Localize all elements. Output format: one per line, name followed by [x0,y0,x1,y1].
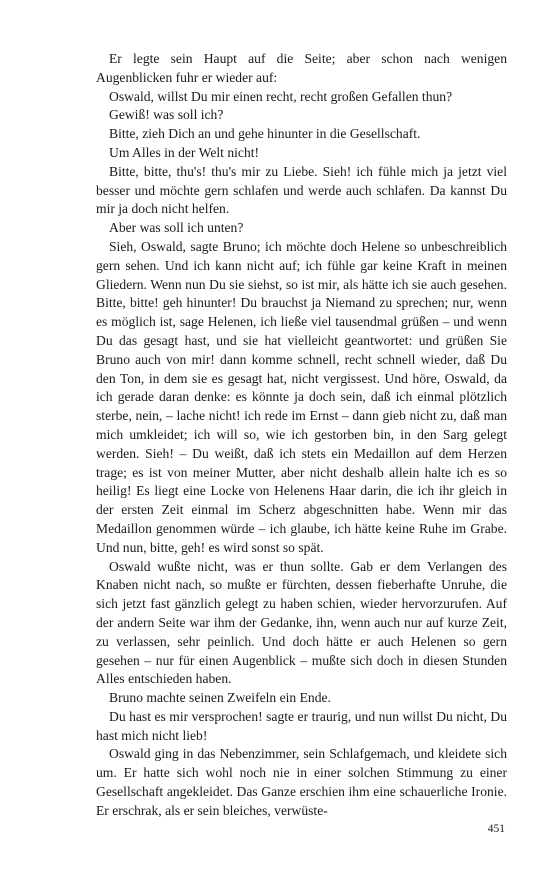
paragraph: Bruno machte seinen Zweifeln ein Ende. [109,690,331,706]
paragraph: Er legte sein Haupt auf die Seite; aber schon nach wenigen Augenblicken fuhr er wieder auf: [96,51,507,85]
paragraph: Gewiß! was soll ich? [109,107,224,123]
paragraph: Aber was soll ich unten? [109,220,244,236]
paragraph: Um Alles in der Welt nicht! [109,144,260,160]
paragraph: Oswald wußte nicht, was er thun sollte. Gab er dem Verlangen des Knaben nicht nach, so mußte er fürchten, dessen fieberhafte Unruhe, die sich jetzt fast gänzlich gelegt zu haben schien, wieder hervorzurufen. Auf der andern Seite war ihm der Gedanke, ihn, wenn auch nur auf kurze Zeit, zu verlassen, sehr peinlich. Und doch hätte er auch Helenen so gern gesehen – nur für einen Augenblick – mußte sich doch in diesen Stunden Alles entschieden haben. [96,558,507,687]
paragraph: Oswald ging in das Nebenzimmer, sein Schlafgemach, und kleidete sich um. Er hatte sich wohl noch nie in einer solchen Stimmung zu einer Gesellschaft angekleidet. Das Ganze erschien ihm eine schauerliche Ironie. Er erschrak, als er sein bleiches, verwüste- [96,746,507,818]
paragraph: Sieh, Oswald, sagte Bruno; ich möchte doch Helene so unbeschreiblich gern sehen. Und ich kann nicht auf; ich fühle gar keine Kraft in meinen Gliedern. Wenn nun Du sie siehst, so ist mir, als hätte ich sie auch gesehen. Bitte, bitte! geh hinunter! Du brauchst ja Niemand zu sprechen; nur, wenn es möglich ist, sage Helenen, ich ließe viel tausendmal grüßen – und wenn Du das gesagt hast, und sie hat vielleicht geantwortet: und grüßen Sie Bruno auch von mir! dann komme schnell, recht schnell wieder, daß Du den Ton, in dem sie es gesagt hat, nicht vergissest. Und höre, Oswald, da ich gerade daran denke: es könnte ja doch sein, daß ich einmal plötzlich sterbe, nein, – lache nicht! ich rede im Ernst – dann gieb nicht zu, daß man mich umkleidet; ich will so, wie ich gestorben bin, in den Sarg gelegt werden. Sieh! – Du weißt, daß ich stets ein Medaillon auf dem Herzen trage; es ist von meiner Mutter, aber nicht deshalb allein halte ich es so heilig! Es liegt eine Locke von Helenens Haar darin, die ich ihr gleich in der ersten Zeit einmal im Scherz abgeschnitten habe. Wenn mir das Medaillon genommen würde – ich glaube, ich hätte keine Ruhe im Grabe. Und nun, bitte, geh! es wird sonst so spät. [96,238,507,555]
paragraph: Bitte, zieh Dich an und gehe hinunter in die Gesellschaft. [109,126,421,142]
page-number: 451 [487,823,505,835]
paragraph: Du hast es mir versprochen! sagte er traurig, und nun willst Du nicht, Du hast mich nicht lieb! [96,708,507,743]
body-text [96,50,507,821]
paragraph: Bitte, bitte, thu's! thu's mir zu Liebe. Sieh! ich fühle mich ja jetzt viel besser und möchte gern schlafen und werde auch schlafen. Da kannst Du mir ja doch nicht helfen. [96,163,507,217]
paragraph: Oswald, willst Du mir einen recht, recht großen Gefallen thun? [109,88,453,104]
